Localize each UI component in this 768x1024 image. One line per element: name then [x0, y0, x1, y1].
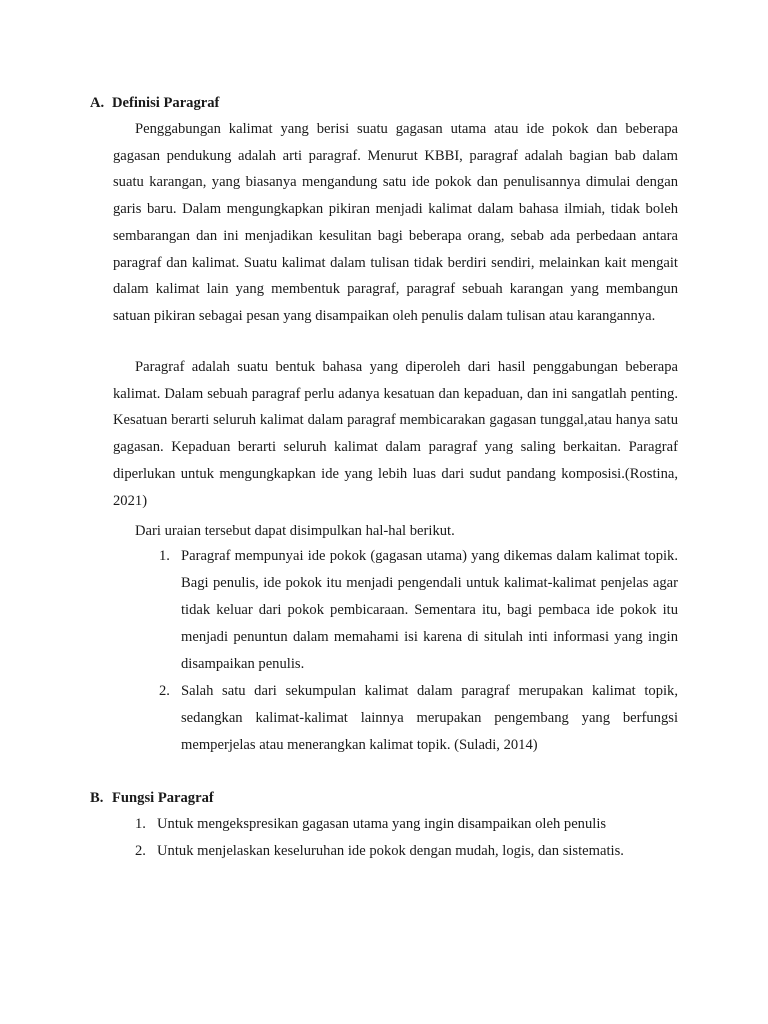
list-item [159, 678, 678, 759]
section-a-heading [90, 94, 219, 112]
section-a-paragraph-1: Penggabungan kalimat yang berisi suatu gagasan utama atau ide pokok dan beberapa gagasan pendukung adalah arti paragraf. Menurut KBBI, paragraf adalah bagian bab dalam suatu karangan, yang biasanya mengandung satu ide pokok dan penulisannya dimulai dengan garis baru. Dalam mengungkapkan pikiran menjadi kalimat dalam bahasa ilmiah, tidak boleh sembarangan dan ini menjadikan kesulitan bagi beberapa orang, sebab ada perbedaan antara paragraf dan kalimat. Suatu kalimat dalam tulisan tidak berdiri sendiri, melainkan kait mengait dalam kalimat lain yang membentuk paragraf, paragraf sebuah karangan yang membangun satuan pikiran sebagai pesan yang disampaikan oleh penulis dalam tulisan atau karangannya. [113, 121, 678, 324]
section-b-letter: B. [90, 790, 104, 806]
list-item [135, 838, 678, 865]
list-item-number: 2. [159, 683, 170, 699]
list-item-text: Untuk menjelaskan keseluruhan ide pokok dengan mudah, logis, dan sistematis. [157, 843, 624, 859]
list-item-text: Paragraf mempunyai ide pokok (gagasan utama) yang dikemas dalam kalimat topik. Bagi penulis, ide pokok itu menjadi pengendali untuk kalimat-kalimat penjelas agar tidak keluar dari pokok pembicaraan. Sementara itu, bagi pembaca ide pokok itu menjadi penuntun dalam memahami isi karena di situlah inti informasi yang ingin disampaikan penulis. [181, 548, 678, 672]
section-b-heading [90, 789, 214, 807]
list-item [135, 811, 678, 838]
list-item-number: 1. [159, 548, 170, 564]
list-item-number: 2. [135, 843, 146, 859]
list-item-text: Untuk mengekspresikan gagasan utama yang ingin disampaikan oleh penulis [157, 816, 607, 832]
section-a-paragraph-2: Paragraf adalah suatu bentuk bahasa yang diperoleh dari hasil penggabungan beberapa kalimat. Dalam sebuah paragraf perlu adanya kesatuan dan kepaduan, dan ini sangatlah penting. Kesatuan berarti seluruh kalimat dalam paragraf membicarakan gagasan tunggal,atau hanya satu gagasan. Kepaduan berarti seluruh kalimat dalam paragraf yang saling berkaitan. Paragraf diperlukan untuk mengungkapkan ide yang lebih luas dari sudut pandang komposisi.(Rostina, 2021) [113, 359, 678, 509]
section-b-list [135, 811, 678, 865]
list-item [159, 543, 678, 678]
section-a-letter: A. [90, 95, 105, 111]
section-b-title: Fungsi Paragraf [112, 790, 214, 806]
section-a-intro: Dari uraian tersebut dapat disimpulkan hal-hal berikut. [135, 523, 455, 539]
section-a-title: Definisi Paragraf [112, 95, 220, 111]
list-item-number: 1. [135, 816, 146, 832]
section-a-list [159, 543, 678, 759]
list-item-text: Salah satu dari sekumpulan kalimat dalam paragraf merupakan kalimat topik, sedangkan kalimat-kalimat lainnya merupakan pengembang yang berfungsi memperjelas atau menerangkan kalimat topik. (Suladi, 2014) [181, 683, 678, 753]
